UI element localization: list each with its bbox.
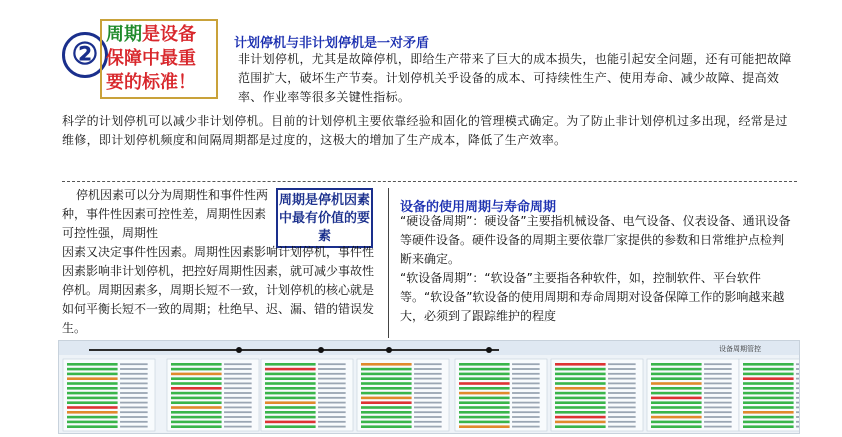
dashboard-bar	[171, 397, 222, 400]
dashboard-bar	[171, 377, 222, 380]
dashboard-bar	[555, 411, 606, 414]
dashboard-bar	[555, 401, 606, 404]
dashboard-bar	[743, 406, 794, 409]
dashboard-bar	[67, 421, 118, 424]
section1-title: 计划停机与非计划停机是一对矛盾	[234, 36, 430, 51]
dashboard-bar	[361, 425, 412, 428]
dashboard-bar	[67, 411, 118, 414]
dashboard-row-text	[512, 407, 540, 409]
dashboard-bar	[171, 382, 222, 385]
dashboard-bar	[171, 411, 222, 414]
dashboard-bar	[651, 387, 702, 390]
circled-number-badge: ②	[62, 32, 108, 78]
dashboard-bar	[361, 363, 412, 366]
dashboard-row-text	[796, 411, 799, 413]
dashboard-row-text	[120, 363, 148, 365]
dashboard-row-text	[224, 392, 252, 394]
dashboard-row-text	[608, 368, 636, 370]
dashboard-bar	[651, 382, 702, 385]
dashboard-row-text	[120, 407, 148, 409]
dashboard-bar	[171, 425, 222, 428]
left-head-text: 停机因素可以分为周期性和事件性两种，事件性因素可控性差，周期性因素可控性强，周期性	[62, 188, 269, 240]
dashboard-bar	[743, 392, 794, 395]
dashboard-bar	[459, 368, 510, 371]
dashboard-bar	[361, 421, 412, 424]
dashboard-row-text	[318, 392, 346, 394]
dashboard-row-text	[704, 392, 732, 394]
dashboard-row-text	[704, 368, 732, 370]
dashboard-bar	[361, 373, 412, 376]
dashboard-bar	[743, 425, 794, 428]
dashboard-row-text	[704, 402, 732, 404]
dashboard-row-text	[796, 392, 799, 394]
dashboard-row-text	[318, 363, 346, 365]
dashboard-row-text	[414, 373, 442, 375]
dashboard-row-text	[120, 416, 148, 418]
dashboard-row-text	[224, 378, 252, 380]
dashboard-row-text	[704, 426, 732, 428]
dashboard-row-text	[224, 416, 252, 418]
dashboard-bar	[265, 392, 316, 395]
dashboard-bar	[555, 387, 606, 390]
section2-text	[400, 212, 795, 326]
dashboard-row-text	[414, 416, 442, 418]
dashboard-row-text	[120, 373, 148, 375]
dashboard-row-text	[414, 378, 442, 380]
dashboard-bar	[265, 425, 316, 428]
dashboard-row-text	[120, 411, 148, 413]
dashboard-row-text	[796, 383, 799, 385]
dashboard-bar	[651, 397, 702, 400]
dashboard-row-text	[224, 402, 252, 404]
dashboard-row-text	[414, 397, 442, 399]
timeline-node	[236, 347, 242, 353]
dashboard-row-text	[414, 421, 442, 423]
dashboard-bar	[459, 373, 510, 376]
dashboard-row-text	[224, 421, 252, 423]
dashboard-bar	[651, 392, 702, 395]
dashboard-row-text	[414, 387, 442, 389]
dashboard-row-text	[414, 426, 442, 428]
hard-device-paragraph: “硬设备周期”：硬设备”主要指机械设备、电气设备、仪表设备、通讯设备等硬件设备。硬件设备的周期主要依靠厂家提供的参数和日常维护点检判断来确定。	[400, 214, 791, 266]
dashboard-row-text	[704, 363, 732, 365]
dashboard-row-text	[608, 378, 636, 380]
dashboard-bar	[459, 421, 510, 424]
dashboard-bar	[67, 363, 118, 366]
dashboard-row-text	[224, 397, 252, 399]
highlight-title-box	[100, 19, 218, 99]
dashboard-bar	[459, 392, 510, 395]
dashboard-bar	[265, 363, 316, 366]
dashboard-row-text	[704, 378, 732, 380]
dashboard-bar	[651, 416, 702, 419]
dashboard-bar	[743, 416, 794, 419]
dashboard-bar	[459, 377, 510, 380]
dashboard-row-text	[512, 392, 540, 394]
dashboard-bar	[555, 363, 606, 366]
section1-paragraph-1: 非计划停机，尤其是故障停机，即给生产带来了巨大的成本损失，也能引起安全问题，还有可能把故障范围扩大，破坏生产节奏。计划停机关乎设备的成本、可持续性生产、使用寿命、减少故障、提高效率、作业率等很多关键性指标。	[238, 52, 792, 104]
dashboard-bar	[651, 373, 702, 376]
dashboard-row-text	[608, 426, 636, 428]
dashboard-bar	[743, 377, 794, 380]
dashboard-row-text	[704, 421, 732, 423]
dashboard-row-text	[796, 368, 799, 370]
dashboard-row-text	[224, 383, 252, 385]
dashboard-bar	[555, 382, 606, 385]
dashboard-bar	[67, 392, 118, 395]
dashboard-bar	[743, 373, 794, 376]
dashboard-row-text	[414, 383, 442, 385]
dashboard-bar	[265, 397, 316, 400]
dashboard-row-text	[704, 387, 732, 389]
dashboard-row-text	[318, 397, 346, 399]
dashboard-bar	[651, 363, 702, 366]
dashboard-row-text	[414, 392, 442, 394]
soft-device-paragraph: “软设备周期”：“软设备”主要指各种软件，如，控制软件、平台软件等。“软设备”软设备的使用周期和寿命周期对设备保障工作的影响越来越大，必须到了跟踪维护的程度	[400, 271, 785, 323]
dashboard-bar	[361, 377, 412, 380]
dashboard-row-text	[512, 378, 540, 380]
dashboard-row-text	[512, 421, 540, 423]
dashboard-bar	[265, 368, 316, 371]
dashboard-row-text	[608, 373, 636, 375]
dashboard-bar	[555, 421, 606, 424]
dashboard-bar	[459, 416, 510, 419]
dashboard-screenshot	[58, 340, 800, 434]
dashboard-bar	[459, 397, 510, 400]
dashboard-row-text	[608, 387, 636, 389]
dashboard-bar	[171, 416, 222, 419]
dashboard-bar	[265, 387, 316, 390]
dashboard-bar	[361, 397, 412, 400]
dashboard-row-text	[608, 397, 636, 399]
title-part-green: 周期	[106, 24, 142, 45]
dashboard-bar	[171, 373, 222, 376]
dashboard-row-text	[318, 368, 346, 370]
dashboard-row-text	[704, 411, 732, 413]
dashboard-row-text	[608, 411, 636, 413]
section1-paragraph-2: 科学的计划停机可以减少非计划停机。目前的计划停机主要依靠经验和固化的管理模式确定。为了防止非计划停机过多出现，经常是过维修，即计划停机频度和间隔周期都是过度的，这极大的增加了生产成本，降低了生产效率。	[62, 114, 788, 147]
dashboard-bar	[459, 425, 510, 428]
dashboard-row-text	[224, 387, 252, 389]
dashboard-bar	[171, 392, 222, 395]
section2-title: 设备的使用周期与寿命周期	[400, 200, 557, 215]
dashboard-bar	[651, 401, 702, 404]
dashboard-row-text	[120, 378, 148, 380]
dashboard-bar	[743, 382, 794, 385]
left-column-text: 因素又决定事件性因素。周期性因素影响计划停机，事件性因素影响非计划停机，把控好周期性因素，就可减少事故性停机。周期因素多，周期长短不一致，计划停机的核心就是如何平衡长短不一致的周期；杜绝早、迟、漏、错的错误发生。	[62, 245, 375, 335]
dashboard-bar	[67, 416, 118, 419]
dashboard-bar	[743, 401, 794, 404]
dashboard-row-text	[318, 373, 346, 375]
dashboard-row-text	[224, 368, 252, 370]
dashboard-bar	[743, 387, 794, 390]
dashboard-row-text	[512, 397, 540, 399]
dashboard-title: 设备周期管控	[719, 345, 761, 353]
dashboard-bar	[171, 421, 222, 424]
dashboard-row-text	[120, 402, 148, 404]
dashboard-bar	[67, 382, 118, 385]
dashboard-header-bar	[59, 341, 799, 355]
dashboard-row-text	[120, 392, 148, 394]
dashboard-bar	[743, 411, 794, 414]
dashboard-row-text	[608, 416, 636, 418]
dashboard-bar	[555, 377, 606, 380]
dashboard-row-text	[796, 421, 799, 423]
dashboard-bar	[361, 387, 412, 390]
dashboard-bar	[67, 425, 118, 428]
dashboard-bar	[265, 377, 316, 380]
dashboard-row-text	[318, 426, 346, 428]
dashboard-row-text	[512, 363, 540, 365]
dashboard-row-text	[608, 402, 636, 404]
title-line-3: 要的标准！	[106, 72, 196, 93]
dashboard-bar	[459, 382, 510, 385]
dashboard-row-text	[318, 378, 346, 380]
dashboard-bar	[459, 411, 510, 414]
dashboard-row-text	[224, 373, 252, 375]
dashboard-bar	[555, 392, 606, 395]
dashboard-bar	[743, 421, 794, 424]
dashboard-row-text	[318, 416, 346, 418]
dashboard-bar	[743, 397, 794, 400]
dashboard-row-text	[318, 383, 346, 385]
dashed-divider	[62, 181, 797, 182]
dashboard-row-text	[318, 387, 346, 389]
dashboard-bar	[171, 401, 222, 404]
dashboard-row-text	[608, 407, 636, 409]
dashboard-row-text	[318, 407, 346, 409]
dashboard-row-text	[318, 421, 346, 423]
dashboard-bar	[651, 377, 702, 380]
dashboard-bar	[67, 387, 118, 390]
dashboard-row-text	[414, 363, 442, 365]
dashboard-row-text	[796, 378, 799, 380]
dashboard-bar	[171, 387, 222, 390]
dashboard-bar	[265, 416, 316, 419]
dashboard-row-text	[796, 402, 799, 404]
dashboard-row-text	[120, 426, 148, 428]
dashboard-bar	[361, 416, 412, 419]
dashboard-row-text	[414, 402, 442, 404]
dashboard-bar	[171, 363, 222, 366]
dashboard-bar	[265, 406, 316, 409]
title-line-2: 保障中最重	[106, 48, 196, 69]
dashboard-bar	[67, 373, 118, 376]
dashboard-row-text	[608, 383, 636, 385]
dashboard-bar	[651, 421, 702, 424]
dashboard-row-text	[120, 383, 148, 385]
dashboard-row-text	[512, 426, 540, 428]
dashboard-bar	[651, 368, 702, 371]
dashboard-row-text	[414, 368, 442, 370]
dashboard-row-text	[512, 373, 540, 375]
column-divider	[388, 188, 389, 338]
dashboard-bar	[265, 411, 316, 414]
dashboard-bar	[265, 401, 316, 404]
dashboard-bar	[67, 406, 118, 409]
dashboard-row-text	[704, 373, 732, 375]
dashboard-row-text	[120, 387, 148, 389]
dashboard-bar	[171, 368, 222, 371]
dashboard-row-text	[796, 426, 799, 428]
dashboard-bar	[361, 411, 412, 414]
dashboard-row-text	[224, 411, 252, 413]
dashboard-row-text	[512, 402, 540, 404]
dashboard-row-text	[318, 411, 346, 413]
dashboard-row-text	[224, 363, 252, 365]
dashboard-row-text	[120, 368, 148, 370]
dashboard-bar	[361, 392, 412, 395]
dashboard-row-text	[224, 407, 252, 409]
dashboard-row-text	[608, 421, 636, 423]
dashboard-bar	[361, 382, 412, 385]
dashboard-bar	[651, 406, 702, 409]
dashboard-bar	[265, 421, 316, 424]
dashboard-row-text	[704, 383, 732, 385]
dashboard-bar	[555, 373, 606, 376]
dashboard-row-text	[512, 383, 540, 385]
dashboard-row-text	[318, 402, 346, 404]
timeline-node	[486, 347, 492, 353]
dashboard-row-text	[796, 397, 799, 399]
dashboard-bar	[361, 368, 412, 371]
dashboard-bar	[555, 425, 606, 428]
dashboard-graphic	[59, 341, 799, 433]
dashboard-bar	[459, 387, 510, 390]
dashboard-row-text	[512, 416, 540, 418]
dashboard-bar	[743, 368, 794, 371]
timeline-node	[386, 347, 392, 353]
dashboard-row-text	[512, 368, 540, 370]
dashboard-bar	[361, 401, 412, 404]
dashboard-row-text	[414, 411, 442, 413]
dashboard-bar	[743, 363, 794, 366]
dashboard-row-text	[512, 411, 540, 413]
dashboard-bar	[651, 411, 702, 414]
dashboard-bar	[555, 368, 606, 371]
dashboard-row-text	[796, 407, 799, 409]
dashboard-bar	[555, 397, 606, 400]
dashboard-bar	[67, 368, 118, 371]
dashboard-bar	[459, 406, 510, 409]
dashboard-row-text	[414, 407, 442, 409]
dashboard-row-text	[224, 426, 252, 428]
dashboard-bar	[459, 363, 510, 366]
dashboard-panels	[63, 359, 799, 431]
dashboard-row-text	[120, 397, 148, 399]
key-point-box: 周期是停机因素中最有价值的要素	[276, 188, 373, 248]
dashboard-row-text	[704, 407, 732, 409]
dashboard-bar	[171, 406, 222, 409]
title-part-red: 是设备	[142, 24, 196, 45]
dashboard-row-text	[796, 373, 799, 375]
dashboard-row-text	[512, 387, 540, 389]
dashboard-bar	[265, 382, 316, 385]
dashboard-row-text	[608, 392, 636, 394]
dashboard-row-text	[796, 416, 799, 418]
dashboard-bar	[361, 406, 412, 409]
dashboard-bar	[651, 425, 702, 428]
dashboard-row-text	[608, 363, 636, 365]
dashboard-bar	[459, 401, 510, 404]
dashboard-bar	[555, 406, 606, 409]
dashboard-bar	[67, 401, 118, 404]
dashboard-row-text	[796, 387, 799, 389]
dashboard-row-text	[704, 416, 732, 418]
dashboard-row-text	[120, 421, 148, 423]
timeline-node	[318, 347, 324, 353]
dashboard-row-text	[704, 397, 732, 399]
dashboard-bar	[265, 373, 316, 376]
dashboard-bar	[67, 397, 118, 400]
dashboard-bar	[555, 416, 606, 419]
dashboard-bar	[67, 377, 118, 380]
dashboard-row-text	[796, 363, 799, 365]
